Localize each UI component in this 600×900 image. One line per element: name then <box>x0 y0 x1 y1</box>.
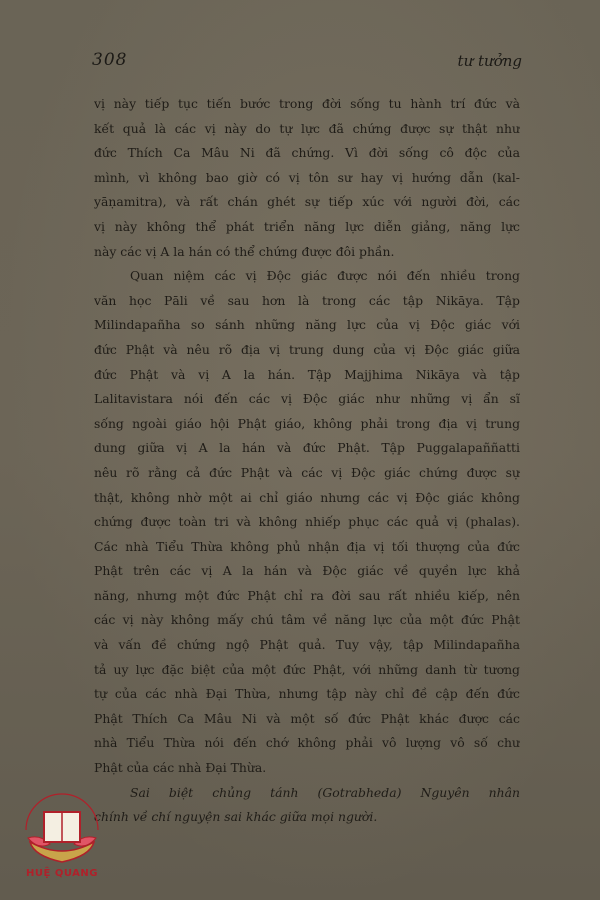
text-line: văn học Pāli về sau hơn là trong các tập Nikāya. Tập <box>94 292 520 308</box>
text-line: Phật trên các vị A la hán và Độc giác về quyền lực khả <box>94 563 520 579</box>
text-line: Quan niệm các vị Độc giác được nói đến nhiều trong <box>130 268 520 284</box>
text-line: thật, không nhờ một ai chỉ giáo nhưng các vị Độc giác không <box>94 489 520 505</box>
text-line: kết quả là các vị này do tự lực đã chứng được sự thật như <box>94 120 520 136</box>
text-line: và vấn đề chứng ngộ Phật quả. Tuy vậy, tập Milindapañha <box>94 637 520 653</box>
text-line: dung giữa vị A la hán và đức Phật. Tập Puggalapaññatti <box>94 440 520 456</box>
text-line: chính về chí nguyện sai khác giữa mọi người. <box>94 809 378 825</box>
text-line: năng, nhưng một đức Phật chỉ ra đời sau rất nhiều kiếp, nên <box>94 587 520 603</box>
lotus-book-icon <box>20 790 104 868</box>
text-line: Milindapañha so sánh những năng lực của vị Độc giác với <box>94 317 520 333</box>
text-line: chứng được toàn tri và không nhiếp phục các quả vị (phalas). <box>94 514 520 530</box>
running-head: tư tưởng <box>457 52 522 70</box>
text-line: nêu rõ rằng cả đức Phật và các vị Độc giác chứng được sự <box>94 464 520 480</box>
text-line: sống ngoài giáo hội Phật giáo, không phải trong địa vị trung <box>94 415 520 431</box>
body-text <box>94 92 520 830</box>
page-header <box>92 50 522 80</box>
text-line: vị này tiếp tục tiến bước trong đời sống tu hành trí đức và <box>94 96 520 111</box>
text-line: vị này không thể phát triển năng lực diễn giảng, năng lực <box>94 218 520 234</box>
publisher-logo <box>20 790 104 885</box>
logo-caption: HUỆ QUANG <box>26 868 98 879</box>
text-line: yāṇamitra), và rất chán ghét sự tiếp xúc với người đời, các <box>94 194 520 210</box>
text-line: Các nhà Tiểu Thừa không phủ nhận địa vị tối thượng của đức <box>94 538 520 554</box>
text-line: nhà Tiểu Thừa nói đến chớ không phải vô lượng vô số chư <box>94 735 520 751</box>
page-number: 308 <box>92 50 128 70</box>
text-line: này các vị A la hán có thể chứng được đôi phần. <box>94 243 395 259</box>
text-line: tự của các nhà Đại Thừa, nhưng tập này chỉ đề cập đến đức <box>94 686 520 702</box>
text-line: đức Phật và vị A la hán. Tập Majjhima Nikāya và tập <box>94 366 520 382</box>
text-line: Phật Thích Ca Mâu Ni và một số đức Phật khác được các <box>94 710 520 726</box>
text-line: Lalitavistara nói đến các vị Độc giác như những vị ẩn sĩ <box>94 391 520 407</box>
text-line: đức Phật và nêu rõ địa vị trung dung của vị Độc giác giữa <box>94 341 520 357</box>
text-line: Sai biệt chủng tánh (Gotrabheda) Nguyên nhân <box>130 784 520 800</box>
text-line: tả uy lực đặc biệt của một đức Phật, với những danh từ tương <box>94 661 520 677</box>
text-line: đức Thích Ca Mâu Ni đã chứng. Vì đời sống cô độc của <box>94 145 520 161</box>
text-line: Phật của các nhà Đại Thừa. <box>94 760 267 776</box>
text-line: mình, vì không bao giờ có vị tôn sư hay vị hướng dẫn (kal- <box>94 169 520 185</box>
text-line: các vị này không mấy chú tâm về năng lực của một đức Phật <box>94 612 520 628</box>
